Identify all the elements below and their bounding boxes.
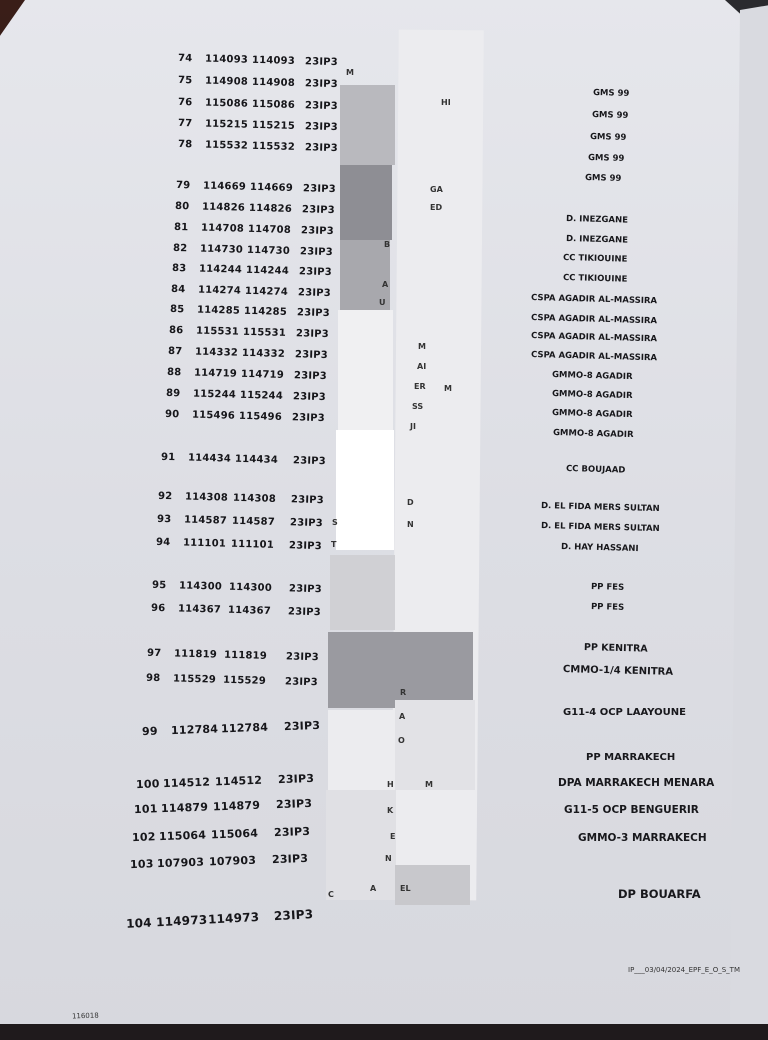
table-row: 102 115064 115064 23IP3 xyxy=(131,824,311,845)
redaction-block xyxy=(330,555,395,630)
text-fragment: S xyxy=(332,518,338,527)
location-label: GMMO-8 AGADIR xyxy=(551,408,633,421)
location-label: D. HAY HASSANI xyxy=(560,542,639,555)
location-label: GMMO-8 AGADIR xyxy=(551,389,633,402)
text-fragment: N xyxy=(385,854,392,863)
table-row: 81 114708 114708 23IP3 xyxy=(173,221,335,238)
text-fragment: AI xyxy=(417,362,427,371)
redaction-block xyxy=(395,700,475,790)
corner-number: 116018 xyxy=(71,1011,99,1021)
location-label: D. EL FIDA MERS SULTAN xyxy=(540,521,660,535)
table-row: 79 114669 114669 23IP3 xyxy=(175,179,337,196)
table-row: 98 115529 115529 23IP3 xyxy=(145,672,319,689)
location-label: DPA MARRAKECH MENARA xyxy=(558,777,715,789)
table-row: 101 114879 114879 23IP3 xyxy=(133,796,313,817)
location-label: GMMO-8 AGADIR xyxy=(552,428,634,441)
table-row: 96 114367 114367 23IP3 xyxy=(150,602,322,619)
redaction-block xyxy=(336,430,394,550)
table-row: 87 114332 114332 23IP3 xyxy=(167,345,329,362)
location-label: G11-5 OCP BENGUERIR xyxy=(564,804,699,816)
location-label: GMS 99 xyxy=(587,153,625,164)
table-row: 95 114300 114300 23IP3 xyxy=(151,579,323,596)
location-label: GMS 99 xyxy=(591,110,629,121)
table-row: 78 115532 115532 23IP3 xyxy=(177,138,339,155)
table-row: 97 111819 111819 23IP3 xyxy=(146,647,320,664)
text-fragment: B xyxy=(384,240,391,249)
table-row: 94 111101 111101 23IP3 xyxy=(155,536,323,553)
text-fragment: A xyxy=(370,884,377,893)
location-label: PP FES xyxy=(590,602,625,613)
location-label: PP KENITRA xyxy=(583,642,648,655)
location-label: G11-4 OCP LAAYOUNE xyxy=(563,707,686,718)
location-label: CSPA AGADIR AL-MASSIRA xyxy=(530,350,658,364)
table-row: 91 114434 114434 23IP3 xyxy=(160,451,327,468)
text-fragment: JI xyxy=(410,422,416,431)
redaction-block xyxy=(328,710,398,790)
text-fragment: M xyxy=(425,780,433,789)
text-fragment: D xyxy=(407,498,414,507)
table-row: 92 114308 114308 23IP3 xyxy=(157,490,325,507)
table-row: 88 114719 114719 23IP3 xyxy=(166,366,328,383)
text-fragment: ED xyxy=(430,203,443,212)
location-label: CC BOUJAAD xyxy=(565,464,626,476)
location-label: GMMO-8 AGADIR xyxy=(551,370,633,383)
text-fragment: K xyxy=(387,806,394,815)
location-label: GMS 99 xyxy=(584,173,622,184)
text-fragment: T xyxy=(331,540,337,549)
redaction-block xyxy=(338,310,393,430)
table-row: 89 115244 115244 23IP3 xyxy=(165,387,327,404)
text-fragment: ER xyxy=(414,382,426,391)
redaction-block xyxy=(340,165,392,240)
location-label: D. INEZGANE xyxy=(565,234,629,246)
table-row: 104 114973114973 23IP3 xyxy=(125,907,314,931)
text-fragment: HI xyxy=(441,98,451,107)
location-label: CSPA AGADIR AL-MASSIRA xyxy=(530,293,658,307)
table-row: 93 114587 114587 23IP3 xyxy=(156,513,324,530)
table-row: 90 115496 115496 23IP3 xyxy=(164,408,326,425)
location-label: D. INEZGANE xyxy=(565,214,629,226)
text-fragment: R xyxy=(400,688,407,697)
location-label: CSPA AGADIR AL-MASSIRA xyxy=(530,331,658,345)
location-label: CMMO-1/4 KENITRA xyxy=(562,664,674,678)
location-label: GMMO-3 MARRAKECH xyxy=(578,832,707,844)
redaction-block xyxy=(340,85,395,165)
table-row: 77 115215 115215 23IP3 xyxy=(177,117,339,134)
table-row: 82 114730 114730 23IP3 xyxy=(172,242,334,259)
location-label: GMS 99 xyxy=(589,132,627,143)
table-row: 103 107903 107903 23IP3 xyxy=(129,851,309,872)
table-row: 75 114908 114908 23IP3 xyxy=(177,74,339,91)
location-label: PP MARRAKECH xyxy=(586,752,676,763)
location-label: CC TIKIOUINE xyxy=(562,273,628,285)
text-fragment: GA xyxy=(430,185,443,194)
table-row: 74 114093 114093 23IP3 xyxy=(177,52,339,69)
table-row: 84 114274 114274 23IP3 xyxy=(170,283,332,300)
location-label: DP BOUARFA xyxy=(618,887,701,901)
location-label: CSPA AGADIR AL-MASSIRA xyxy=(530,313,658,327)
location-label: GMS 99 xyxy=(592,88,630,99)
location-label: CC TIKIOUINE xyxy=(562,253,628,265)
table-row: 80 114826 114826 23IP3 xyxy=(174,200,336,217)
table-row: 76 115086 115086 23IP3 xyxy=(177,96,339,113)
text-fragment: C xyxy=(328,890,334,899)
redaction-block xyxy=(326,790,396,900)
text-fragment: EL xyxy=(400,884,411,893)
text-fragment: SS xyxy=(412,402,424,411)
table-row: 99 112784 112784 23IP3 xyxy=(141,718,321,739)
text-fragment: E xyxy=(390,832,396,841)
table-row: 86 115531 115531 23IP3 xyxy=(168,324,330,341)
text-fragment: U xyxy=(379,298,386,307)
text-fragment: N xyxy=(407,520,414,529)
text-fragment: A xyxy=(399,712,406,721)
text-fragment: O xyxy=(398,736,405,745)
footer-reference: IP___03/04/2024_EPF_E_O_S_TM xyxy=(628,966,740,974)
location-label: D. EL FIDA MERS SULTAN xyxy=(540,501,660,515)
text-fragment: A xyxy=(382,280,389,289)
table-row: 85 114285 114285 23IP3 xyxy=(169,303,331,320)
location-label: PP FES xyxy=(590,582,625,593)
text-fragment: M xyxy=(346,68,354,77)
table-row: 100 114512 114512 23IP3 xyxy=(135,771,315,792)
table-row: 83 114244 114244 23IP3 xyxy=(171,262,333,279)
text-fragment: M xyxy=(418,342,426,351)
text-fragment: M xyxy=(444,384,452,393)
text-fragment: H xyxy=(387,780,394,789)
